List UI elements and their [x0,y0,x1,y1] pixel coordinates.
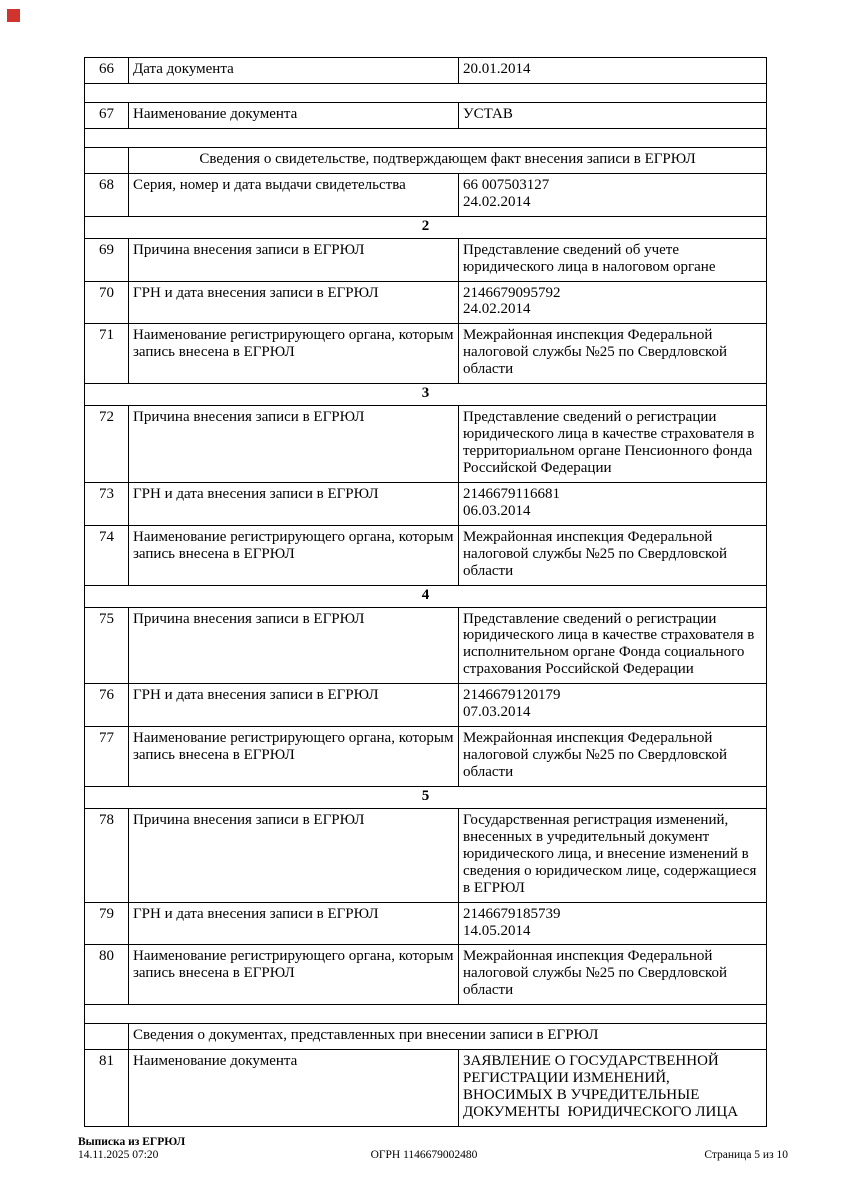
spacer-row [85,1005,767,1024]
group-number-row [85,216,767,238]
egrul-table-body [85,58,767,1127]
row-value-cell: 2146679120179 07.03.2014 [459,684,767,727]
table-row [85,727,767,787]
row-label-cell: Причина внесения записи в ЕГРЮЛ [129,808,459,902]
row-label-cell: ГРН и дата внесения записи в ЕГРЮЛ [129,902,459,945]
row-value-cell: 2146679095792 24.02.2014 [459,281,767,324]
row-label-cell: ГРН и дата внесения записи в ЕГРЮЛ [129,482,459,525]
section-header-cell: Сведения о документах, представленных при внесении записи в ЕГРЮЛ [129,1024,767,1050]
row-label-cell: Причина внесения записи в ЕГРЮЛ [129,406,459,483]
row-number-cell: 72 [85,406,129,483]
group-number-cell: 5 [85,786,767,808]
table-row [85,607,767,684]
row-value-cell: Межрайонная инспекция Федеральной налоговой службы №25 по Свердловской области [459,727,767,787]
table-row [85,102,767,128]
egrul-table [84,57,767,1127]
row-value-cell: Представление сведений об учете юридического лица в налоговом органе [459,238,767,281]
row-label-cell: Наименование документа [129,102,459,128]
table-row [85,281,767,324]
group-number-row [85,384,767,406]
group-number-row [85,585,767,607]
group-number-cell: 3 [85,384,767,406]
section-empty-cell [85,1024,129,1050]
table-row [85,945,767,1005]
row-number-cell: 69 [85,238,129,281]
row-label-cell: ГРН и дата внесения записи в ЕГРЮЛ [129,684,459,727]
row-number-cell: 70 [85,281,129,324]
group-number-row [85,786,767,808]
spacer-row [85,83,767,102]
row-number-cell: 80 [85,945,129,1005]
spacer-row [85,128,767,147]
row-value-cell: 2146679185739 14.05.2014 [459,902,767,945]
row-label-cell: Наименование регистрирующего органа, которым запись внесена в ЕГРЮЛ [129,727,459,787]
footer-datetime: 14.11.2025 07:20 [78,1149,159,1161]
row-number-cell: 75 [85,607,129,684]
row-label-cell: ГРН и дата внесения записи в ЕГРЮЛ [129,281,459,324]
table-row [85,482,767,525]
table-row [85,684,767,727]
table-row [85,1050,767,1127]
row-number-cell: 81 [85,1050,129,1127]
footer-doc-type: Выписка из ЕГРЮЛ [78,1136,186,1148]
row-value-cell: Межрайонная инспекция Федеральной налоговой службы №25 по Свердловской области [459,945,767,1005]
row-number-cell: 79 [85,902,129,945]
table-row [85,238,767,281]
row-label-cell: Дата документа [129,58,459,84]
row-label-cell: Наименование документа [129,1050,459,1127]
section-header-row [85,1024,767,1050]
red-marker-icon [7,9,20,22]
row-number-cell: 68 [85,173,129,216]
section-header-row [85,147,767,173]
row-number-cell: 78 [85,808,129,902]
row-label-cell: Наименование регистрирующего органа, которым запись внесена в ЕГРЮЛ [129,945,459,1005]
row-number-cell: 76 [85,684,129,727]
row-number-cell: 73 [85,482,129,525]
spacer-cell [85,128,767,147]
row-number-cell: 66 [85,58,129,84]
section-empty-cell [85,147,129,173]
footer-ogrn: ОГРН 1146679002480 [370,1149,478,1161]
row-label-cell: Наименование регистрирующего органа, которым запись внесена в ЕГРЮЛ [129,525,459,585]
row-value-cell: Межрайонная инспекция Федеральной налоговой службы №25 по Свердловской области [459,324,767,384]
row-value-cell: 20.01.2014 [459,58,767,84]
row-value-cell: 2146679116681 06.03.2014 [459,482,767,525]
row-value-cell: ЗАЯВЛЕНИЕ О ГОСУДАРСТВЕННОЙ РЕГИСТРАЦИИ ИЗМЕНЕНИЙ, ВНОСИМЫХ В УЧРЕДИТЕЛЬНЫЕ ДОКУМЕНТЫ ЮРИДИЧЕСКОГО ЛИЦА [459,1050,767,1127]
row-value-cell: Представление сведений о регистрации юридического лица в качестве страхователя в территориальном органе Пенсионного фонда Российской Федерации [459,406,767,483]
row-value-cell: 66 007503127 24.02.2014 [459,173,767,216]
row-number-cell: 77 [85,727,129,787]
row-label-cell: Причина внесения записи в ЕГРЮЛ [129,238,459,281]
row-label-cell: Наименование регистрирующего органа, которым запись внесена в ЕГРЮЛ [129,324,459,384]
table-row [85,406,767,483]
row-number-cell: 67 [85,102,129,128]
row-value-cell: Межрайонная инспекция Федеральной налоговой службы №25 по Свердловской области [459,525,767,585]
table-row [85,324,767,384]
table-row [85,902,767,945]
row-number-cell: 74 [85,525,129,585]
row-label-cell: Серия, номер и дата выдачи свидетельства [129,173,459,216]
group-number-cell: 4 [85,585,767,607]
section-header-cell: Сведения о свидетельстве, подтверждающем факт внесения записи в ЕГРЮЛ [129,147,767,173]
table-row [85,525,767,585]
row-number-cell: 71 [85,324,129,384]
spacer-cell [85,83,767,102]
footer-page-number: Страница 5 из 10 [704,1149,788,1161]
spacer-cell [85,1005,767,1024]
row-value-cell: УСТАВ [459,102,767,128]
row-label-cell: Причина внесения записи в ЕГРЮЛ [129,607,459,684]
table-row [85,173,767,216]
row-value-cell: Представление сведений о регистрации юридического лица в качестве страхователя в исполнительном органе Фонда социального страхования Российской Федерации [459,607,767,684]
table-row [85,58,767,84]
group-number-cell: 2 [85,216,767,238]
row-value-cell: Государственная регистрация изменений, внесенных в учредительный документ юридического лица, и внесение изменений в сведения о юридическом лице, содержащиеся в ЕГРЮЛ [459,808,767,902]
table-row [85,808,767,902]
